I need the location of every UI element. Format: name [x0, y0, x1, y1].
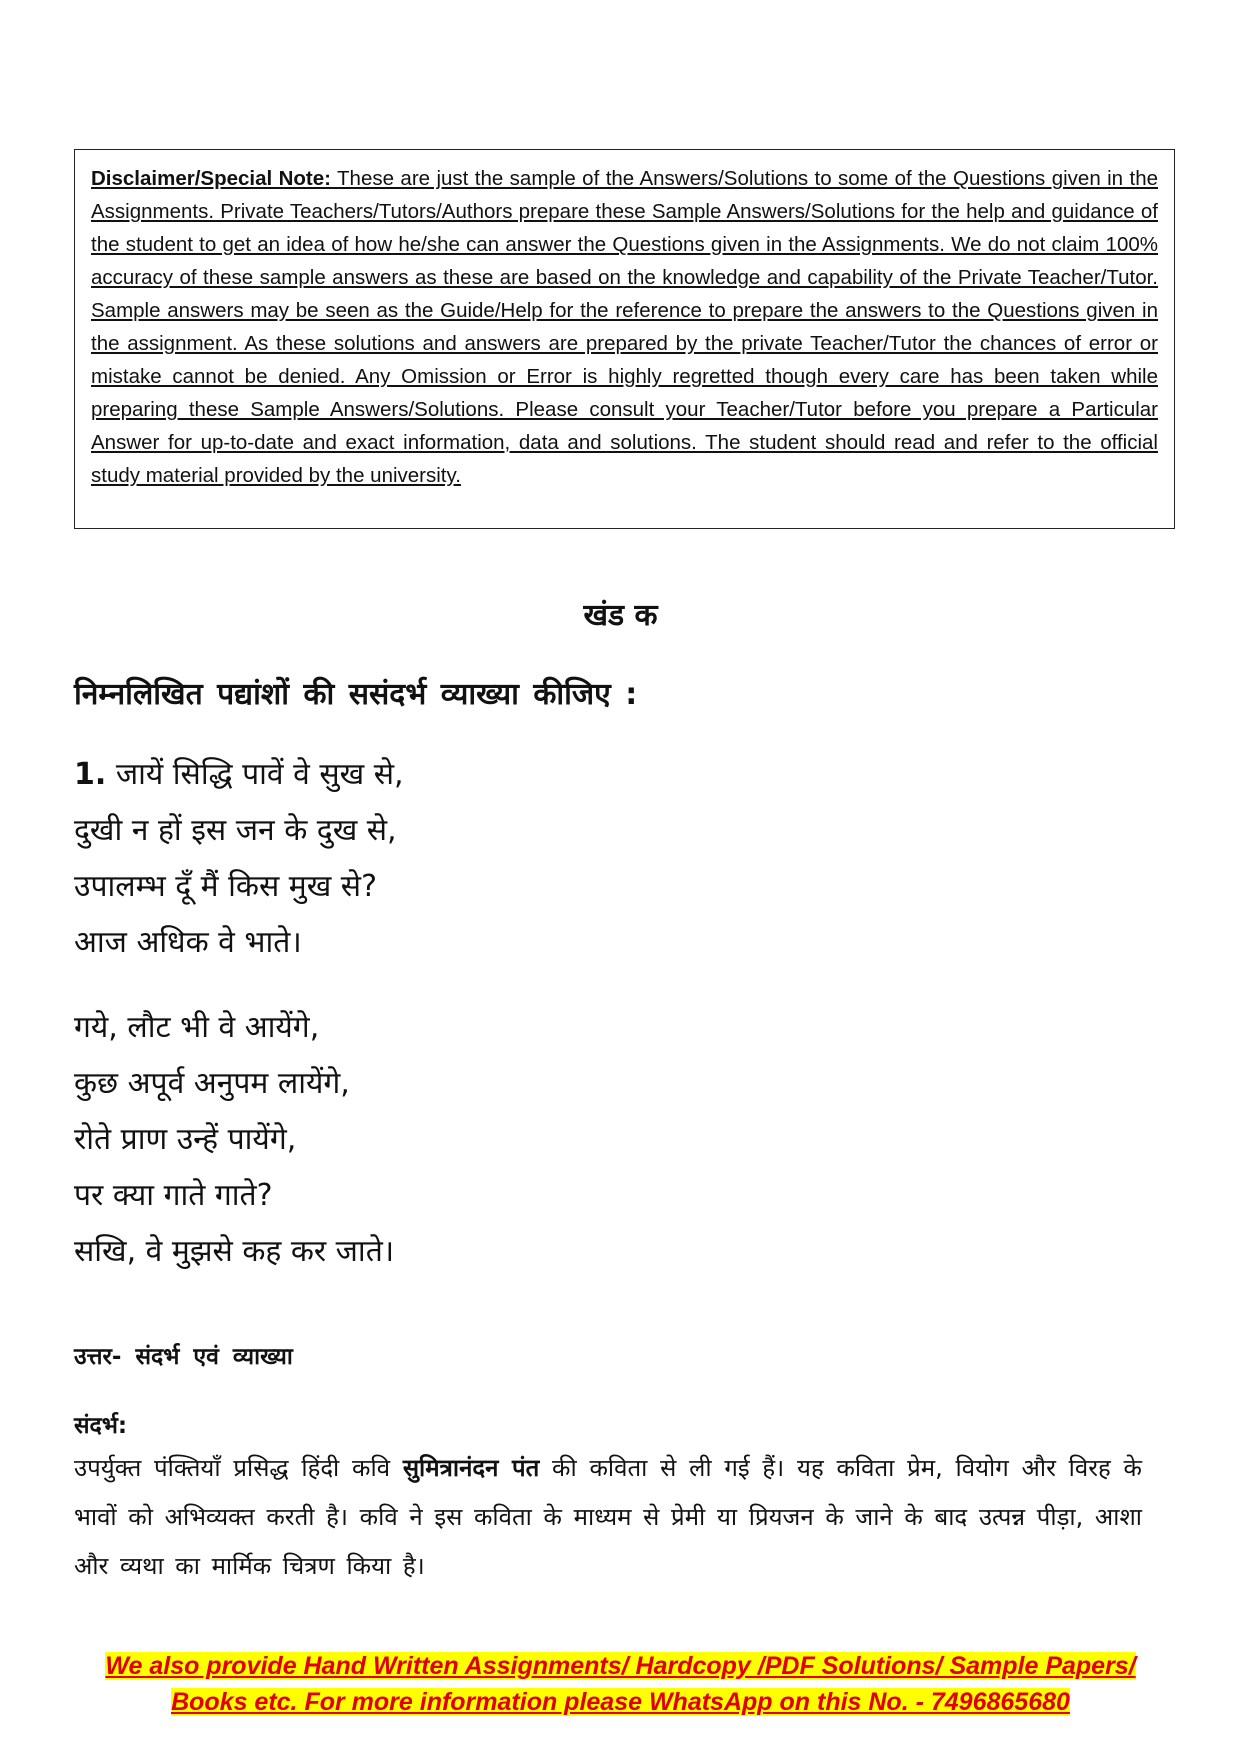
disclaimer-label: Disclaimer/Special Note: [91, 167, 331, 190]
answer-heading: उत्तर- संदर्भ एवं व्याख्या [74, 1344, 293, 1370]
poem-line: पर क्या गाते गाते? [74, 1178, 273, 1213]
poem-line: कुछ अपूर्व अनुपम लायेंगे, [74, 1066, 350, 1101]
promo-line-1: We also provide Hand Written Assignments/ Hardcopy /PDF Solutions/ Sample Papers/ [105, 1652, 1136, 1680]
poem-line: गये, लौट भी वे आयेंगे, [74, 1010, 320, 1045]
poem-line: आज अधिक वे भाते। [74, 925, 302, 960]
poem-line: सखि, वे मुझसे कह कर जाते। [74, 1234, 395, 1269]
instruction: निम्नलिखित पद्यांशों की ससंदर्भ व्याख्या कीजिए : [74, 677, 638, 712]
poem-line: रोते प्राण उन्हें पायेंगे, [74, 1122, 297, 1157]
promo-banner [0, 1648, 1241, 1720]
disclaimer-text: These are just the sample of the Answers/Solutions to some of the Questions given in the Assignments. Private Teachers/Tutors/Authors prepare these Sample Answers/Solutions for the help and guidance of the student to get an idea of how he/she can answer the Questions given in the Assignments. We do not claim 100% accuracy of these sample answers as these are based on the knowledge and capability of the Private Teacher/Tutor. Sample answers may be seen as the Guide/Help for the reference to prepare the answers to the Questions given in the assignment. As these solutions and answers are prepared by the private Teacher/Tutor the chances of error or mistake cannot be denied. Any Omission or Error is highly regretted though every care has been taken while preparing these Sample Answers/Solutions. Please consult your Teacher/Tutor before you prepare a Particular Answer for up-to-date and exact information, data and solutions. The student should read and refer to the official study material provided by the university. [91, 167, 1158, 487]
section-heading: खंड क [583, 598, 658, 633]
disclaimer-box [74, 149, 1175, 529]
question-number: 1. [74, 757, 107, 792]
poem-line: दुखी न हों इस जन के दुख से, [74, 813, 397, 848]
promo-line-2: Books etc. For more information please WhatsApp on this No. - 7496865680 [171, 1688, 1070, 1716]
poet-name: सुमित्रानंदन पंत [402, 1454, 540, 1482]
context-label: संदर्भ: [74, 1413, 128, 1439]
poem-line: 1. जायें सिद्धि पावें वे सुख से, [74, 757, 404, 792]
context-paragraph: उपर्युक्त पंक्तियाँ प्रसिद्ध हिंदी कवि सुमित्रानंदन पंत की कविता से ली गई हैं। यह कविता प्रेम, वियोग और विरह के भावों को अभिव्यक्त करती है। कवि ने इस कविता के माध्यम से प्रेमी या प्रियजन के जाने के बाद उत्पन्न पीड़ा, आशा और व्यथा का मार्मिक चित्रण किया है। [74, 1454, 1142, 1580]
poem-line: उपालम्भ दूँ मैं किस मुख से? [74, 869, 378, 904]
